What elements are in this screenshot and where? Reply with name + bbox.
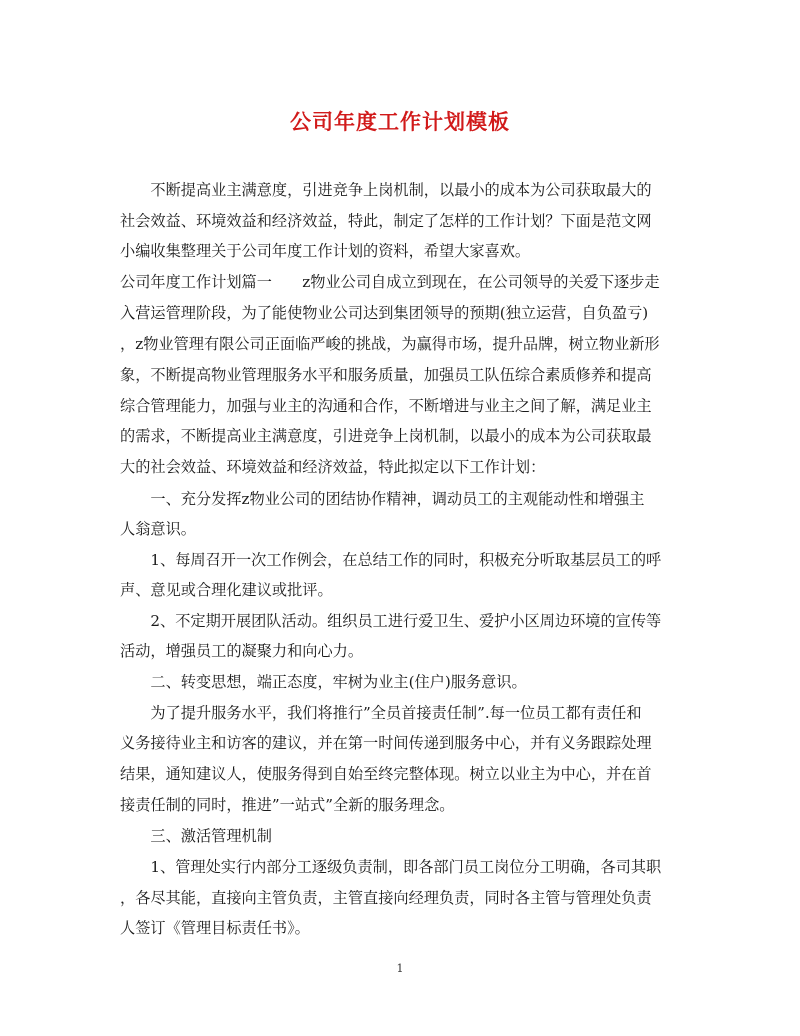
body-line: ，各尽其能，直接向主管负责，主管直接向经理负责，同时各主管与管理处负责 bbox=[120, 889, 652, 907]
body-line: 象，不断提高物业管理服务水平和服务质量，加强员工队伍综合素质修养和提高 bbox=[120, 366, 652, 384]
page-number: 1 bbox=[396, 962, 404, 975]
body-line: 1、每周召开一次工作例会，在总结工作的同时，积极充分听取基层员工的呼 bbox=[120, 551, 662, 569]
body-line: 2、不定期开展团队活动。组织员工进行爱卫生、爱护小区周边环境的宣传等 bbox=[120, 612, 662, 630]
body-line: 综合管理能力，加强与业主的沟通和合作，不断增进与业主之间了解，满足业主 bbox=[120, 397, 652, 415]
body-line: 义务接待业主和访客的建议，并在第一时间传递到服务中心，并有义务跟踪处理 bbox=[120, 734, 652, 752]
body-line: 声、意见或合理化建议或批评。 bbox=[120, 581, 333, 599]
body-line: 三、激活管理机制 bbox=[120, 827, 272, 845]
body-line: 入营运管理阶段，为了能使物业公司达到集团领导的预期(独立运营，自负盈亏) bbox=[120, 304, 649, 322]
document-title: 公司年度工作计划模板 bbox=[290, 110, 510, 134]
body-line: 人签订《管理目标责任书》。 bbox=[120, 919, 310, 937]
body-line: 活动，增强员工的凝聚力和向心力。 bbox=[120, 642, 363, 660]
body-line: 小编收集整理关于公司年度工作计划的资料，希望大家喜欢。 bbox=[120, 242, 531, 260]
body-line: 接责任制的同时，推进”一站式”全新的服务理念。 bbox=[120, 796, 455, 814]
body-line: 一、充分发挥z物业公司的团结协作精神，调动员工的主观能动性和增强主 bbox=[120, 490, 645, 508]
body-line: 社会效益、环境效益和经济效益，特此，制定了怎样的工作计划？下面是范文网 bbox=[120, 212, 652, 230]
body-line: 为了提升服务水平，我们将推行”全员首接责任制”.每一位员工都有责任和 bbox=[120, 704, 642, 722]
body-line: 人翁意识。 bbox=[120, 520, 196, 538]
body-line: 结果，通知建议人，使服务得到自始至终完整体现。树立以业主为中心，并在首 bbox=[120, 765, 652, 783]
body-line: 公司年度工作计划篇一 z物业公司自成立到现在，在公司领导的关爱下逐步走 bbox=[120, 273, 660, 291]
body-line: 二、转变思想，端正态度，牢树为业主(住户)服务意识。 bbox=[120, 673, 527, 691]
body-line: ，z物业管理有限公司正面临严峻的挑战，为赢得市场，提升品牌，树立物业新形 bbox=[120, 335, 660, 353]
body-line: 大的社会效益、环境效益和经济效益，特此拟定以下工作计划： bbox=[120, 458, 546, 476]
body-line: 的需求，不断提高业主满意度，引进竞争上岗机制，以最小的成本为公司获取最 bbox=[120, 427, 652, 445]
body-line: 不断提高业主满意度，引进竞争上岗机制，以最小的成本为公司获取最大的 bbox=[120, 181, 652, 199]
body-line: 1、管理处实行内部分工逐级负责制，即各部门员工岗位分工明确，各司其职 bbox=[120, 858, 662, 876]
